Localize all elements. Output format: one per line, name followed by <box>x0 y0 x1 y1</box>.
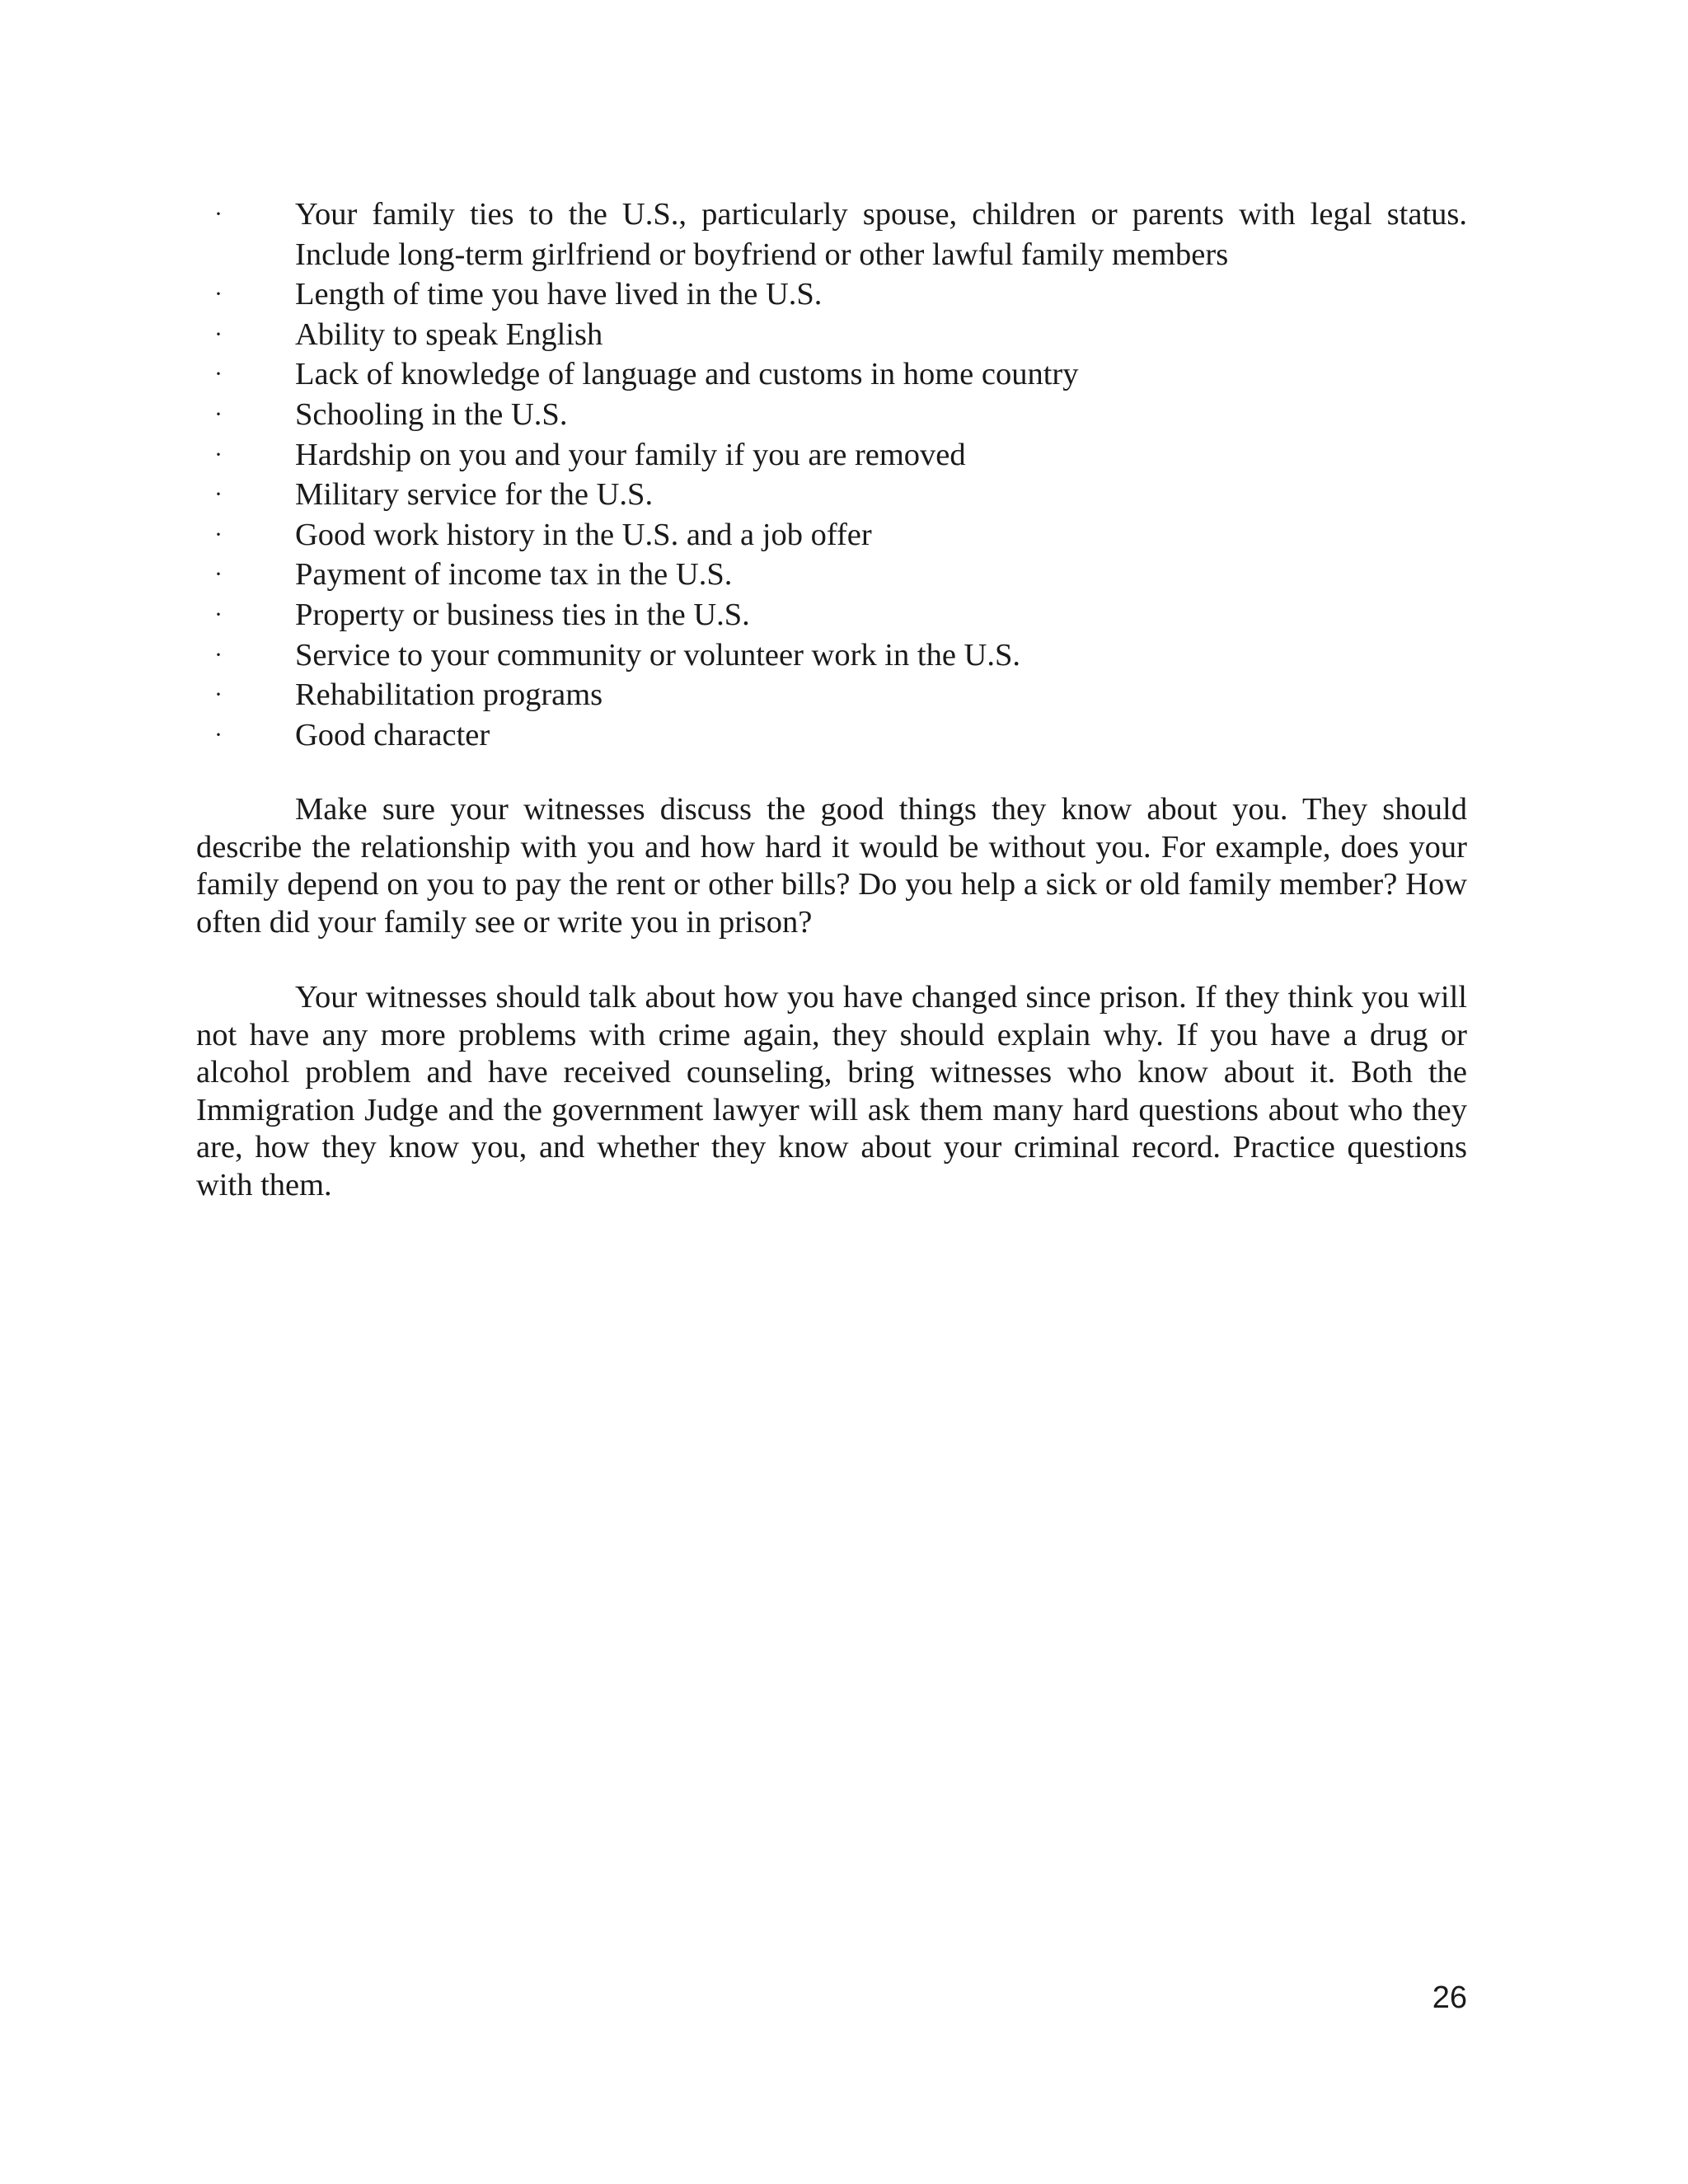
list-item-text: Service to your community or volunteer work in the U.S. <box>295 637 1020 673</box>
list-item-text: Schooling in the U.S. <box>295 396 568 432</box>
list-item <box>196 435 1467 476</box>
list-item <box>196 515 1467 555</box>
list-item <box>196 715 1467 756</box>
list-item <box>196 354 1467 395</box>
list-item <box>196 274 1467 315</box>
bullet-icon: · <box>214 480 223 509</box>
list-item-text: Good work history in the U.S. and a job offer <box>295 517 872 552</box>
list-item-text: Rehabilitation programs <box>295 677 603 713</box>
list-item <box>196 475 1467 515</box>
bullet-icon: · <box>214 200 223 227</box>
list-item-text: Your family ties to the U.S., particularly spouse, children or parents with legal status. Include long-term girlfriend or boyfriend or other lawful family members <box>295 197 1467 272</box>
bullet-icon: · <box>214 320 223 348</box>
bullet-icon: · <box>214 720 223 748</box>
list-item-text: Property or business ties in the U.S. <box>295 597 750 632</box>
list-item-text: Hardship on you and your family if you are removed <box>295 437 966 472</box>
page-number: 26 <box>1432 1980 1467 2015</box>
list-item-text: Military service for the U.S. <box>295 477 654 513</box>
bullet-icon: · <box>214 440 223 468</box>
bullet-icon: · <box>214 681 223 709</box>
bullet-icon: · <box>214 600 223 628</box>
list-item-text: Payment of income tax in the U.S. <box>295 557 733 593</box>
bullet-icon: · <box>214 360 223 388</box>
list-item <box>196 194 1467 274</box>
list-item <box>196 555 1467 595</box>
list-item <box>196 315 1467 355</box>
list-item <box>196 395 1467 435</box>
list-item <box>196 595 1467 635</box>
page-content <box>196 194 1467 1204</box>
bullet-icon: · <box>214 280 223 308</box>
list-item-text: Ability to speak English <box>295 316 603 352</box>
bullet-icon: · <box>214 560 223 588</box>
witnesses-discuss-paragraph: Make sure your witnesses discuss the good things they know about you. They should describe the relationship with you and how hard it would be without you. For example, does your family depend on you to pay the rent or other bills? Do you help a sick or old family member? How often did your family see or write you in prison? <box>196 792 1467 940</box>
bullet-icon: · <box>214 520 223 548</box>
list-item <box>196 635 1467 676</box>
witnesses-change-paragraph: Your witnesses should talk about how you have changed since prison. If they think you will not have any more problems with crime again, they should explain why. If you have a drug or alcohol problem and have received counseling, bring witnesses who know about it. Both the Immigration Judge and the government lawyer will ask them many hard questions about who they are, how they know you, and whether they know about your criminal record. Practice questions with them. <box>196 980 1467 1202</box>
bullet-icon: · <box>214 640 223 668</box>
list-item-text: Good character <box>295 717 490 752</box>
list-item-text: Lack of knowledge of language and customs in home country <box>295 357 1079 392</box>
list-item-text: Length of time you have lived in the U.S. <box>295 277 823 312</box>
factors-bullet-list <box>196 194 1467 755</box>
bullet-icon: · <box>214 400 223 428</box>
list-item <box>196 675 1467 715</box>
